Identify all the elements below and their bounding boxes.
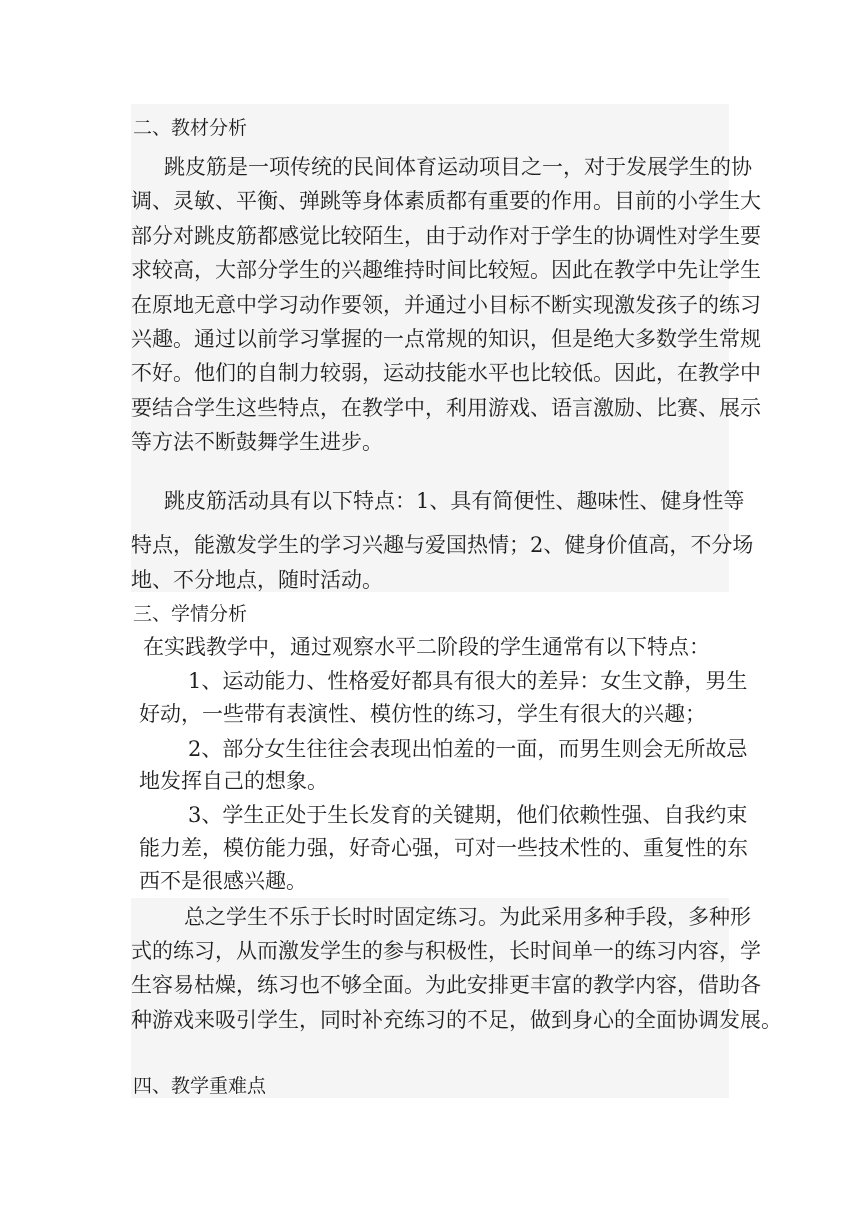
text-line: 3、学生正处于生长发育的关键期，他们依赖性强、自我约束 <box>188 803 748 827</box>
section2-heading: 二、教材分析 <box>133 117 248 139</box>
text-line: 种游戏来吸引学生，同时补充练习的不足，做到身心的全面协调发展。 <box>131 1008 782 1032</box>
text-line: 地发挥自己的想象。 <box>139 769 328 793</box>
text-line: 2、部分女生往往会表现出怕羞的一面，而男生则会无所故忌 <box>188 737 748 761</box>
text-line: 好动，一些带有表演性、模仿性的练习，学生有很大的兴趣； <box>139 702 706 726</box>
text-line: 1、运动能力、性格爱好都具有很大的差异：女生文静，男生 <box>188 669 748 693</box>
text-line: 跳皮筋活动具有以下特点：1、具有简便性、趣味性、健身性等 <box>164 489 745 513</box>
text-line: 特点，能激发学生的学习兴趣与爱国热情；2、健身价值高，不分场 <box>131 533 754 557</box>
text-line: 调、灵敏、平衡、弹跳等身体素质都有重要的作用。目前的小学生大 <box>131 189 761 213</box>
text-line: 等方法不断鼓舞学生进步。 <box>131 430 383 454</box>
text-line: 地、不分地点，随时活动。 <box>131 568 383 592</box>
text-line: 式的练习，从而激发学生的参与积极性，长时间单一的练习内容，学 <box>131 939 761 963</box>
text-line: 总之学生不乐于长时时固定练习。为此采用多种手段，多种形 <box>184 905 751 929</box>
text-line: 求较高，大部分学生的兴趣维持时间比较短。因此在教学中先让学生 <box>131 258 761 282</box>
text-line: 生容易枯燥，练习也不够全面。为此安排更丰富的教学内容，借助各 <box>131 973 761 997</box>
section3-heading: 三、学情分析 <box>133 603 248 625</box>
text-line: 不好。他们的自制力较弱，运动技能水平也比较低。因此，在教学中 <box>131 361 761 385</box>
text-line: 跳皮筋是一项传统的民间体育运动项目之一，对于发展学生的协 <box>164 155 752 179</box>
text-line: 要结合学生这些特点，在教学中，利用游戏、语言激励、比赛、展示 <box>131 396 761 420</box>
text-line: 兴趣。通过以前学习掌握的一点常规的知识，但是绝大多数学生常规 <box>131 327 761 351</box>
section4-heading: 四、教学重难点 <box>133 1075 267 1097</box>
text-line: 西不是很感兴趣。 <box>139 869 307 893</box>
text-line: 能力差，模仿能力强，好奇心强，可对一些技术性的、重复性的东 <box>139 836 748 860</box>
section3-intro: 在实践教学中，通过观察水平二阶段的学生通常有以下特点： <box>143 635 710 659</box>
text-line: 在原地无意中学习动作要领，并通过小目标不断实现激发孩子的练习 <box>131 293 761 317</box>
text-line: 部分对跳皮筋都感觉比较陌生，由于动作对于学生的协调性对学生要 <box>131 224 761 248</box>
